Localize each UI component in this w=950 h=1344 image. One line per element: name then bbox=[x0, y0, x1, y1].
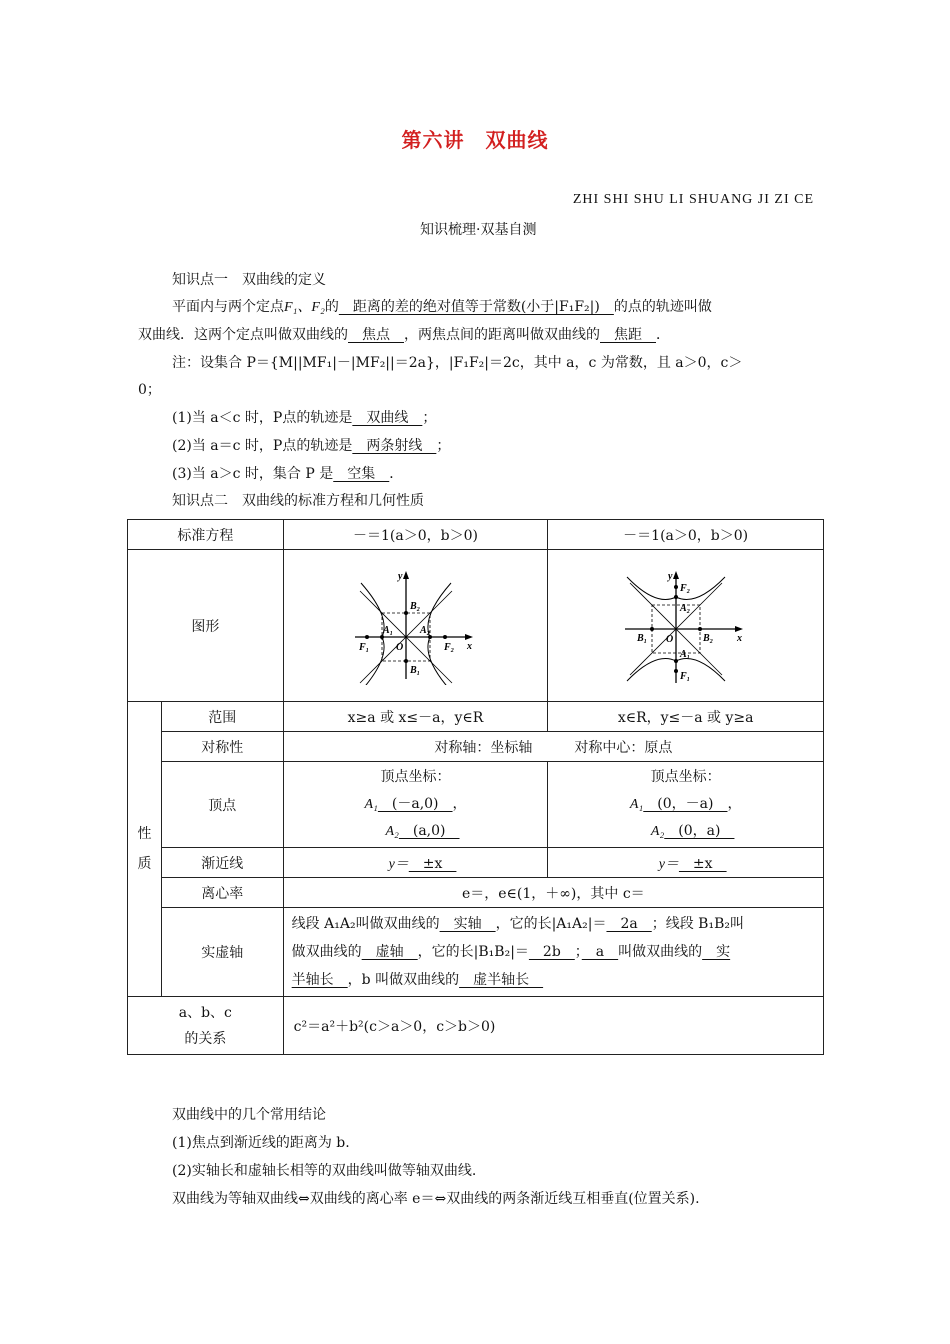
eccentricity-label: 离心率 bbox=[161, 878, 283, 908]
label-f1: F₁ bbox=[358, 641, 369, 653]
equation-2: －＝1(a＞0，b＞0) bbox=[548, 520, 824, 550]
table-row bbox=[128, 550, 824, 702]
properties-table bbox=[127, 519, 824, 1055]
range-label: 范围 bbox=[161, 702, 283, 732]
label-f2: F₂ bbox=[443, 641, 454, 653]
definition-blank: 距离的差的绝对值等于常数(小于|F₁F₂|) bbox=[338, 299, 614, 315]
label-x: x bbox=[736, 632, 742, 644]
abc-label: a、b、c 的关系 bbox=[128, 997, 284, 1055]
symmetry-label: 对称性 bbox=[161, 732, 283, 762]
asymptote-2: y＝ ±x bbox=[548, 848, 824, 878]
label-a1: A₁ bbox=[382, 624, 393, 636]
label-a2: A₂ bbox=[419, 624, 430, 636]
kp2-heading: 知识点二 双曲线的标准方程和几何性质 bbox=[172, 493, 424, 509]
eccentricity-value: e＝，e∈(1，＋∞)，其中 c＝ bbox=[283, 878, 823, 908]
asymptote-label: 渐近线 bbox=[161, 848, 283, 878]
note-line-2: 0； bbox=[138, 382, 161, 398]
page-title: 第六讲 双曲线 bbox=[401, 128, 549, 152]
label-b1: B₁ bbox=[409, 664, 420, 676]
range-2: x∈R，y≤－a 或 y≥a bbox=[548, 702, 824, 732]
abc-value: c²＝a²＋b²(c＞a＞0，c＞b＞0) bbox=[283, 997, 823, 1055]
axes-description: 线段 A₁A₂叫做双曲线的 实轴 ，它的长|A₁A₂|＝ 2a ；线段 B₁B₂叫 做双曲线的 虚轴 ，它的长|B₁B₂|＝ 2b ； a 叫做双曲线的 实 半轴长 ，b 叫做双曲线的 虚半轴长 bbox=[283, 908, 823, 997]
conclusions-heading: 双曲线中的几个常用结论 bbox=[172, 1107, 326, 1123]
label-f2: F₂ bbox=[679, 582, 690, 594]
foci-blank: 焦点 bbox=[348, 327, 404, 343]
properties-header: 性质 bbox=[128, 702, 162, 997]
equation-1: －＝1(a＞0，b＞0) bbox=[283, 520, 548, 550]
case-2: (2)当 a＝c 时，P点的轨迹是 两条射线 ； bbox=[172, 438, 451, 454]
horizontal-hyperbola-graph bbox=[351, 567, 481, 685]
vertical-hyperbola-graph bbox=[621, 567, 751, 685]
definition-line-2: 双曲线．这两个定点叫做双曲线的 焦点 ，两焦点间的距离叫做双曲线的 焦距 ． bbox=[138, 327, 670, 343]
table-row bbox=[128, 908, 824, 997]
case-3: (3)当 a＞c 时，集合 P 是 空集 ． bbox=[172, 466, 404, 482]
kp1-heading: 知识点一 双曲线的定义 bbox=[172, 272, 326, 288]
conclusion-3: 双曲线为等轴双曲线⇔双曲线的离心率 e＝⇔双曲线的两条渐近线互相垂直(位置关系). bbox=[172, 1191, 700, 1207]
symmetry-value: 对称轴：坐标轴 对称中心：原点 bbox=[283, 732, 823, 762]
table-row bbox=[128, 702, 824, 732]
axes-label: 实虚轴 bbox=[161, 908, 283, 997]
label-f1: F₁ bbox=[679, 670, 690, 682]
label-b2: B₂ bbox=[409, 600, 420, 612]
table-row bbox=[128, 848, 824, 878]
table-row bbox=[128, 997, 824, 1055]
vertex-1: 顶点坐标： A₁ (－a,0) ， A₂ (a,0) bbox=[283, 762, 548, 848]
figure-header: 图形 bbox=[128, 550, 284, 702]
label-y: y bbox=[397, 570, 402, 582]
table-row bbox=[128, 520, 824, 550]
label-a2: A₂ bbox=[679, 602, 690, 614]
label-x: x bbox=[466, 640, 472, 652]
table-row bbox=[128, 878, 824, 908]
vertex-2: 顶点坐标： A₁ (0，－a) ， A₂ (0，a) bbox=[548, 762, 824, 848]
range-1: x≥a 或 x≤－a，y∈R bbox=[283, 702, 548, 732]
hyperbola-figure-1 bbox=[283, 550, 548, 702]
table-row bbox=[128, 762, 824, 848]
section-subheading: 知识梳理·双基自测 bbox=[420, 222, 537, 238]
case-1: (1)当 a＜c 时，P点的轨迹是 双曲线 ； bbox=[172, 410, 437, 426]
conclusion-2: (2)实轴长和虚轴长相等的双曲线叫做等轴双曲线. bbox=[172, 1163, 477, 1179]
table-row bbox=[128, 732, 824, 762]
label-origin: O bbox=[665, 633, 673, 645]
note-line-1: 注：设集合 P＝{M||MF₁|－|MF₂||＝2a}，|F₁F₂|＝2c，其中 a，c 为常数，且 a＞0，c＞ bbox=[172, 355, 743, 371]
pinyin-heading: ZHI SHI SHU LI SHUANG JI ZI CE bbox=[572, 192, 814, 207]
label-origin: O bbox=[395, 641, 403, 653]
asymptote-1: y＝ ±x bbox=[283, 848, 548, 878]
hyperbola-figure-2 bbox=[548, 550, 824, 702]
std-eq-header: 标准方程 bbox=[128, 520, 284, 550]
label-b2: B₂ bbox=[702, 632, 713, 644]
definition-line-1: 平面内与两个定点F₁、F₂的 距离的差的绝对值等于常数(小于|F₁F₂|) 的点的轨迹叫做 bbox=[172, 299, 712, 315]
focal-distance-blank: 焦距 bbox=[600, 327, 656, 343]
label-a1: A₁ bbox=[679, 648, 690, 660]
vertex-label: 顶点 bbox=[161, 762, 283, 848]
conclusion-1: (1)焦点到渐近线的距离为 b. bbox=[172, 1135, 350, 1151]
label-b1: B₁ bbox=[636, 632, 647, 644]
label-y: y bbox=[667, 570, 673, 582]
